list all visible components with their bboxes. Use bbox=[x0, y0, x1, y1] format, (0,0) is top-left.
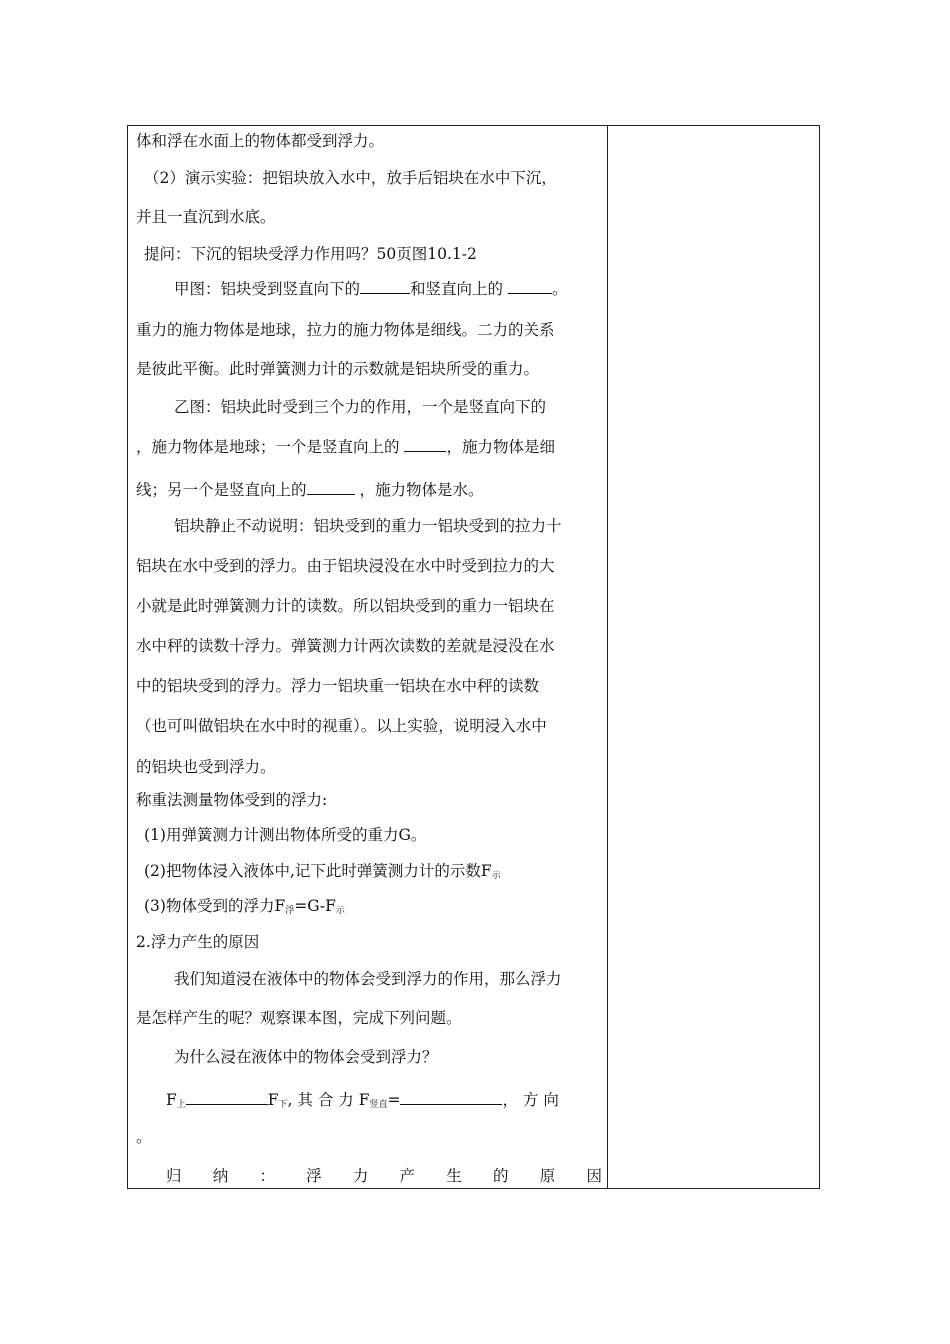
section-heading: 2.浮力产生的原因 bbox=[136, 933, 260, 951]
fill-blank[interactable] bbox=[307, 479, 355, 495]
text-line: 铝块静止不动说明：铝块受到的重力一铝块受到的拉力十 bbox=[174, 517, 562, 535]
text-line: $F_上$ $F_下$, 其 合 力 $F_{竖直}=$ ， 方 向 bbox=[166, 1091, 559, 1110]
content-table bbox=[127, 125, 820, 1189]
text-line: (1)用弹簧测力计测出物体所受的重力G。 bbox=[144, 826, 427, 844]
fill-blank[interactable] bbox=[404, 436, 446, 452]
text-line: 提问：下沉的铝块受浮力作用吗？50页图10.1-2 bbox=[144, 245, 477, 263]
text-line: （2）演示实验：把铝块放入水中，放手后铝块在水中下沉， bbox=[144, 169, 557, 187]
text-line: 乙图：铝块此时受到三个力的作用，一个是竖直向下的 bbox=[174, 398, 547, 416]
text-line: 水中秤的读数十浮力。弹簧测力计两次读数的差就是浸没在水 bbox=[136, 637, 555, 655]
text-line: 线；另一个是竖直向上的 ，施力物体是水。 bbox=[136, 481, 484, 499]
text-line: 甲图：铝块受到竖直向下的 和竖直向上的 。 bbox=[174, 280, 568, 298]
fill-blank[interactable] bbox=[400, 1089, 502, 1105]
text-line: 的铝块也受到浮力。 bbox=[136, 758, 276, 776]
text-line: 我们知道浸在液体中的物体会受到浮力的作用，那么浮力 bbox=[174, 970, 562, 988]
text-line: （也可叫做铝块在水中时的视重）。以上实验，说明浸入水中 bbox=[136, 717, 547, 735]
text-line: 中的铝块受到的浮力。浮力一铝块重一铝块在水中秤的读数 bbox=[136, 677, 540, 695]
text-line: (3)物体受到的浮力$F_浮=G-F_示$ bbox=[144, 897, 345, 916]
text-line: 体和浮在水面上的物体都受到浮力。 bbox=[136, 132, 385, 150]
text-line: 是怎样产生的呢？观察课本图，完成下列问题。 bbox=[136, 1009, 462, 1027]
text-line: 为什么浸在液体中的物体会受到浮力？ bbox=[174, 1048, 438, 1066]
text-line: 小就是此时弹簧测力计的读数。所以铝块受到的重力一铝块在 bbox=[136, 597, 555, 615]
text-line: 称重法测量物体受到的浮力: bbox=[136, 791, 328, 809]
text-line: 并且一直沉到水底。 bbox=[136, 208, 276, 226]
fill-blank[interactable] bbox=[508, 278, 552, 294]
text-line: 。 bbox=[136, 1128, 152, 1146]
text-line: 是彼此平衡。此时弹簧测力计的示数就是铝块所受的重力。 bbox=[136, 360, 540, 378]
text-line: 重力的施力物体是地球，拉力的施力物体是细线。二力的关系 bbox=[136, 321, 555, 339]
fill-blank[interactable] bbox=[186, 1089, 268, 1105]
text-line: 铝块在水中受到的浮力。由于铝块浸没在水中时受到拉力的大 bbox=[136, 557, 555, 575]
summary-line: 归 纳 ： 浮 力 产 生 的 原 因 bbox=[166, 1167, 602, 1185]
text-line: ，施力物体是地球；一个是竖直向上的 ，施力物体是细 bbox=[136, 438, 555, 456]
fill-blank[interactable] bbox=[360, 278, 410, 294]
text-line: (2)把物体浸入液体中,记下此时弹簧测力计的示数$F_示$ bbox=[144, 862, 501, 881]
